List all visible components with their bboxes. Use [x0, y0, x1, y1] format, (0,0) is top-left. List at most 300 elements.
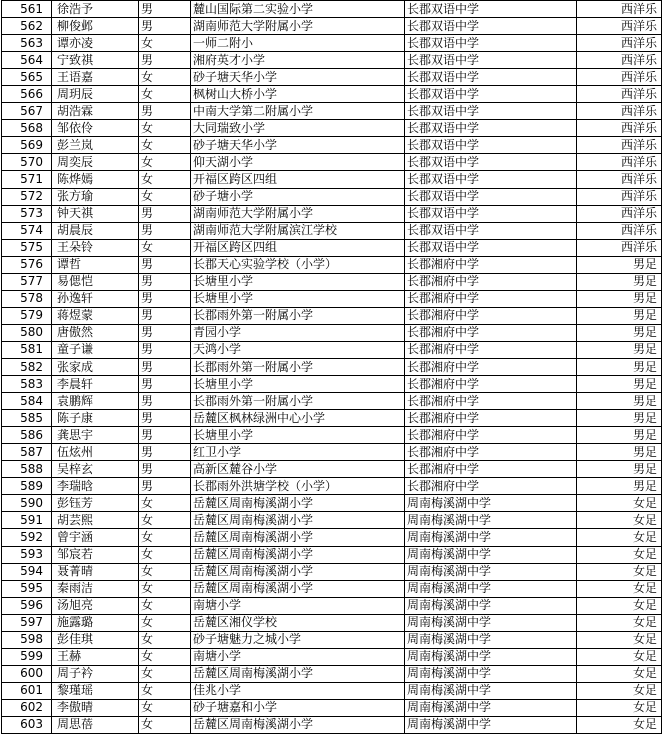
- row-number-cell: 568: [2, 120, 52, 137]
- middle-school-cell: 长郡湘府中学: [405, 461, 577, 478]
- specialty-cell: 男足: [577, 427, 662, 444]
- row-number-cell: 578: [2, 290, 52, 307]
- row-number-cell: 577: [2, 273, 52, 290]
- student-name-cell: 谭亦凌: [52, 35, 139, 52]
- table-row: [2, 273, 662, 290]
- student-name-cell: 徐浩予: [52, 1, 139, 18]
- row-number-cell: 595: [2, 580, 52, 597]
- gender-cell: 男: [139, 461, 191, 478]
- primary-school-cell: 高新区麓谷小学: [191, 461, 405, 478]
- middle-school-cell: 长郡双语中学: [405, 86, 577, 103]
- student-name-cell: 邹依伶: [52, 120, 139, 137]
- row-number-cell: 581: [2, 341, 52, 358]
- student-name-cell: 秦雨洁: [52, 580, 139, 597]
- table-row: [2, 478, 662, 495]
- primary-school-cell: 湖南师范大学附属滨江学校: [191, 222, 405, 239]
- student-name-cell: 陈烨嫣: [52, 171, 139, 188]
- gender-cell: 男: [139, 222, 191, 239]
- primary-school-cell: 开福区跨区四组: [191, 239, 405, 256]
- primary-school-cell: 长郡雨外第一附属小学: [191, 358, 405, 375]
- middle-school-cell: 周南梅溪湖中学: [405, 597, 577, 614]
- student-name-cell: 王赫: [52, 648, 139, 665]
- middle-school-cell: 长郡湘府中学: [405, 256, 577, 273]
- row-number-cell: 589: [2, 478, 52, 495]
- table-row: [2, 546, 662, 563]
- table-row: [2, 665, 662, 682]
- primary-school-cell: 砂子塘天华小学: [191, 137, 405, 154]
- gender-cell: 男: [139, 18, 191, 35]
- specialty-cell: 西洋乐: [577, 69, 662, 86]
- student-name-cell: 王朵铃: [52, 239, 139, 256]
- student-name-cell: 施露璐: [52, 614, 139, 631]
- gender-cell: 女: [139, 495, 191, 512]
- primary-school-cell: 岳麓区周南梅溪湖小学: [191, 529, 405, 546]
- gender-cell: 女: [139, 239, 191, 256]
- middle-school-cell: 周南梅溪湖中学: [405, 716, 577, 733]
- student-name-cell: 张方瑜: [52, 188, 139, 205]
- table-row: [2, 716, 662, 733]
- specialty-cell: 男足: [577, 256, 662, 273]
- table-row: [2, 648, 662, 665]
- primary-school-cell: 砂子塘魅力之城小学: [191, 631, 405, 648]
- row-number-cell: 575: [2, 239, 52, 256]
- gender-cell: 男: [139, 307, 191, 324]
- gender-cell: 男: [139, 324, 191, 341]
- row-number-cell: 574: [2, 222, 52, 239]
- gender-cell: 女: [139, 529, 191, 546]
- middle-school-cell: 长郡双语中学: [405, 1, 577, 18]
- specialty-cell: 女足: [577, 699, 662, 716]
- middle-school-cell: 周南梅溪湖中学: [405, 512, 577, 529]
- row-number-cell: 580: [2, 324, 52, 341]
- student-list-body: [2, 1, 662, 734]
- row-number-cell: 579: [2, 307, 52, 324]
- primary-school-cell: 长塘里小学: [191, 376, 405, 393]
- specialty-cell: 西洋乐: [577, 205, 662, 222]
- row-number-cell: 582: [2, 358, 52, 375]
- middle-school-cell: 长郡双语中学: [405, 171, 577, 188]
- row-number-cell: 584: [2, 393, 52, 410]
- gender-cell: 女: [139, 137, 191, 154]
- table-row: [2, 1, 662, 18]
- row-number-cell: 602: [2, 699, 52, 716]
- specialty-cell: 男足: [577, 290, 662, 307]
- table-row: [2, 69, 662, 86]
- gender-cell: 女: [139, 154, 191, 171]
- table-row: [2, 614, 662, 631]
- primary-school-cell: 岳麓区周南梅溪湖小学: [191, 512, 405, 529]
- table-row: [2, 495, 662, 512]
- table-row: [2, 461, 662, 478]
- gender-cell: 男: [139, 341, 191, 358]
- specialty-cell: 男足: [577, 324, 662, 341]
- table-row: [2, 444, 662, 461]
- student-name-cell: 唐傲然: [52, 324, 139, 341]
- gender-cell: 男: [139, 393, 191, 410]
- row-number-cell: 563: [2, 35, 52, 52]
- student-name-cell: 李傲晴: [52, 699, 139, 716]
- specialty-cell: 男足: [577, 410, 662, 427]
- student-name-cell: 李瑞晗: [52, 478, 139, 495]
- specialty-cell: 西洋乐: [577, 18, 662, 35]
- table-row: [2, 239, 662, 256]
- row-number-cell: 596: [2, 597, 52, 614]
- table-row: [2, 18, 662, 35]
- row-number-cell: 600: [2, 665, 52, 682]
- row-number-cell: 565: [2, 69, 52, 86]
- middle-school-cell: 长郡双语中学: [405, 120, 577, 137]
- specialty-cell: 西洋乐: [577, 188, 662, 205]
- middle-school-cell: 长郡双语中学: [405, 137, 577, 154]
- row-number-cell: 564: [2, 52, 52, 69]
- student-name-cell: 胡芸熙: [52, 512, 139, 529]
- middle-school-cell: 长郡湘府中学: [405, 478, 577, 495]
- gender-cell: 女: [139, 648, 191, 665]
- table-row: [2, 120, 662, 137]
- student-name-cell: 李晨轩: [52, 376, 139, 393]
- specialty-cell: 女足: [577, 665, 662, 682]
- gender-cell: 女: [139, 171, 191, 188]
- specialty-cell: 女足: [577, 563, 662, 580]
- specialty-cell: 西洋乐: [577, 137, 662, 154]
- gender-cell: 女: [139, 665, 191, 682]
- primary-school-cell: 长塘里小学: [191, 427, 405, 444]
- specialty-cell: 女足: [577, 580, 662, 597]
- specialty-cell: 西洋乐: [577, 239, 662, 256]
- gender-cell: 女: [139, 120, 191, 137]
- table-row: [2, 86, 662, 103]
- row-number-cell: 570: [2, 154, 52, 171]
- primary-school-cell: 开福区跨区四组: [191, 171, 405, 188]
- student-name-cell: 周思蓓: [52, 716, 139, 733]
- student-list-table: [1, 0, 662, 734]
- table-row: [2, 699, 662, 716]
- specialty-cell: 男足: [577, 478, 662, 495]
- table-row: [2, 35, 662, 52]
- gender-cell: 女: [139, 614, 191, 631]
- gender-cell: 女: [139, 35, 191, 52]
- middle-school-cell: 长郡双语中学: [405, 35, 577, 52]
- student-name-cell: 伍炫州: [52, 444, 139, 461]
- row-number-cell: 569: [2, 137, 52, 154]
- table-row: [2, 171, 662, 188]
- table-row: [2, 188, 662, 205]
- specialty-cell: 女足: [577, 529, 662, 546]
- table-row: [2, 597, 662, 614]
- table-row: [2, 376, 662, 393]
- gender-cell: 男: [139, 427, 191, 444]
- primary-school-cell: 麓山国际第二实验小学: [191, 1, 405, 18]
- middle-school-cell: 周南梅溪湖中学: [405, 580, 577, 597]
- row-number-cell: 586: [2, 427, 52, 444]
- specialty-cell: 男足: [577, 341, 662, 358]
- specialty-cell: 女足: [577, 716, 662, 733]
- primary-school-cell: 岳麓区周南梅溪湖小学: [191, 716, 405, 733]
- row-number-cell: 571: [2, 171, 52, 188]
- student-name-cell: 胡浩霖: [52, 103, 139, 120]
- primary-school-cell: 湖南师范大学附属小学: [191, 18, 405, 35]
- middle-school-cell: 长郡湘府中学: [405, 427, 577, 444]
- gender-cell: 女: [139, 682, 191, 699]
- specialty-cell: 女足: [577, 682, 662, 699]
- row-number-cell: 587: [2, 444, 52, 461]
- row-number-cell: 592: [2, 529, 52, 546]
- middle-school-cell: 周南梅溪湖中学: [405, 546, 577, 563]
- middle-school-cell: 长郡双语中学: [405, 69, 577, 86]
- table-row: [2, 410, 662, 427]
- table-row: [2, 682, 662, 699]
- row-number-cell: 573: [2, 205, 52, 222]
- middle-school-cell: 长郡双语中学: [405, 18, 577, 35]
- primary-school-cell: 天鸿小学: [191, 341, 405, 358]
- specialty-cell: 女足: [577, 495, 662, 512]
- middle-school-cell: 周南梅溪湖中学: [405, 648, 577, 665]
- student-name-cell: 周玥辰: [52, 86, 139, 103]
- middle-school-cell: 长郡双语中学: [405, 154, 577, 171]
- primary-school-cell: 岳麓区周南梅溪湖小学: [191, 580, 405, 597]
- middle-school-cell: 长郡湘府中学: [405, 358, 577, 375]
- primary-school-cell: 南塘小学: [191, 648, 405, 665]
- middle-school-cell: 长郡双语中学: [405, 188, 577, 205]
- student-name-cell: 黎瑾瑶: [52, 682, 139, 699]
- primary-school-cell: 佳兆小学: [191, 682, 405, 699]
- student-name-cell: 龚思宇: [52, 427, 139, 444]
- row-number-cell: 572: [2, 188, 52, 205]
- specialty-cell: 女足: [577, 597, 662, 614]
- table-row: [2, 256, 662, 273]
- table-row: [2, 52, 662, 69]
- middle-school-cell: 长郡湘府中学: [405, 376, 577, 393]
- primary-school-cell: 青园小学: [191, 324, 405, 341]
- table-row: [2, 307, 662, 324]
- middle-school-cell: 周南梅溪湖中学: [405, 631, 577, 648]
- middle-school-cell: 长郡双语中学: [405, 103, 577, 120]
- gender-cell: 女: [139, 716, 191, 733]
- gender-cell: 男: [139, 205, 191, 222]
- row-number-cell: 576: [2, 256, 52, 273]
- student-name-cell: 易偲恺: [52, 273, 139, 290]
- specialty-cell: 女足: [577, 648, 662, 665]
- table-row: [2, 324, 662, 341]
- specialty-cell: 西洋乐: [577, 222, 662, 239]
- gender-cell: 女: [139, 86, 191, 103]
- student-name-cell: 陈子康: [52, 410, 139, 427]
- student-name-cell: 彭兰岚: [52, 137, 139, 154]
- gender-cell: 男: [139, 444, 191, 461]
- middle-school-cell: 长郡双语中学: [405, 239, 577, 256]
- middle-school-cell: 长郡湘府中学: [405, 410, 577, 427]
- primary-school-cell: 岳麓区周南梅溪湖小学: [191, 563, 405, 580]
- primary-school-cell: 大同瑞致小学: [191, 120, 405, 137]
- student-name-cell: 钟天祺: [52, 205, 139, 222]
- specialty-cell: 女足: [577, 546, 662, 563]
- student-name-cell: 周奕辰: [52, 154, 139, 171]
- student-name-cell: 袁鹏辉: [52, 393, 139, 410]
- student-name-cell: 吴梓玄: [52, 461, 139, 478]
- student-name-cell: 张家成: [52, 358, 139, 375]
- gender-cell: 男: [139, 273, 191, 290]
- row-number-cell: 594: [2, 563, 52, 580]
- primary-school-cell: 红卫小学: [191, 444, 405, 461]
- table-row: [2, 563, 662, 580]
- primary-school-cell: 岳麓区周南梅溪湖小学: [191, 665, 405, 682]
- row-number-cell: 597: [2, 614, 52, 631]
- gender-cell: 女: [139, 597, 191, 614]
- gender-cell: 女: [139, 188, 191, 205]
- row-number-cell: 585: [2, 410, 52, 427]
- primary-school-cell: 长郡天心实验学校（小学）: [191, 256, 405, 273]
- table-row: [2, 580, 662, 597]
- middle-school-cell: 长郡湘府中学: [405, 393, 577, 410]
- table-row: [2, 205, 662, 222]
- student-name-cell: 曾宇涵: [52, 529, 139, 546]
- gender-cell: 男: [139, 52, 191, 69]
- middle-school-cell: 长郡湘府中学: [405, 444, 577, 461]
- middle-school-cell: 长郡湘府中学: [405, 273, 577, 290]
- specialty-cell: 西洋乐: [577, 35, 662, 52]
- primary-school-cell: 长塘里小学: [191, 273, 405, 290]
- specialty-cell: 男足: [577, 393, 662, 410]
- table-row: [2, 631, 662, 648]
- student-name-cell: 彭钰芳: [52, 495, 139, 512]
- student-name-cell: 谭哲: [52, 256, 139, 273]
- primary-school-cell: 岳麓区枫林绿洲中心小学: [191, 410, 405, 427]
- table-row: [2, 393, 662, 410]
- gender-cell: 男: [139, 290, 191, 307]
- gender-cell: 女: [139, 563, 191, 580]
- row-number-cell: 561: [2, 1, 52, 18]
- primary-school-cell: 砂子塘小学: [191, 188, 405, 205]
- primary-school-cell: 岳麓区周南梅溪湖小学: [191, 495, 405, 512]
- row-number-cell: 603: [2, 716, 52, 733]
- gender-cell: 男: [139, 358, 191, 375]
- specialty-cell: 女足: [577, 512, 662, 529]
- gender-cell: 女: [139, 546, 191, 563]
- gender-cell: 男: [139, 478, 191, 495]
- row-number-cell: 598: [2, 631, 52, 648]
- row-number-cell: 566: [2, 86, 52, 103]
- student-name-cell: 周子衿: [52, 665, 139, 682]
- specialty-cell: 女足: [577, 614, 662, 631]
- table-row: [2, 529, 662, 546]
- specialty-cell: 西洋乐: [577, 103, 662, 120]
- student-name-cell: 彭佳琪: [52, 631, 139, 648]
- middle-school-cell: 长郡湘府中学: [405, 290, 577, 307]
- specialty-cell: 女足: [577, 631, 662, 648]
- specialty-cell: 男足: [577, 273, 662, 290]
- gender-cell: 男: [139, 410, 191, 427]
- primary-school-cell: 砂子塘天华小学: [191, 69, 405, 86]
- table-row: [2, 154, 662, 171]
- middle-school-cell: 周南梅溪湖中学: [405, 614, 577, 631]
- middle-school-cell: 长郡双语中学: [405, 52, 577, 69]
- table-row: [2, 512, 662, 529]
- specialty-cell: 男足: [577, 376, 662, 393]
- row-number-cell: 562: [2, 18, 52, 35]
- gender-cell: 女: [139, 512, 191, 529]
- specialty-cell: 西洋乐: [577, 171, 662, 188]
- specialty-cell: 西洋乐: [577, 52, 662, 69]
- specialty-cell: 西洋乐: [577, 86, 662, 103]
- table-row: [2, 358, 662, 375]
- primary-school-cell: 仰天湖小学: [191, 154, 405, 171]
- primary-school-cell: 南塘小学: [191, 597, 405, 614]
- primary-school-cell: 长郡雨外洪塘学校（小学）: [191, 478, 405, 495]
- middle-school-cell: 长郡湘府中学: [405, 324, 577, 341]
- row-number-cell: 588: [2, 461, 52, 478]
- gender-cell: 女: [139, 69, 191, 86]
- primary-school-cell: 枫树山大桥小学: [191, 86, 405, 103]
- primary-school-cell: 砂子塘嘉和小学: [191, 699, 405, 716]
- middle-school-cell: 周南梅溪湖中学: [405, 529, 577, 546]
- gender-cell: 男: [139, 1, 191, 18]
- row-number-cell: 583: [2, 376, 52, 393]
- primary-school-cell: 中南大学第二附属小学: [191, 103, 405, 120]
- middle-school-cell: 周南梅溪湖中学: [405, 699, 577, 716]
- table-row: [2, 290, 662, 307]
- middle-school-cell: 周南梅溪湖中学: [405, 495, 577, 512]
- specialty-cell: 西洋乐: [577, 154, 662, 171]
- primary-school-cell: 长塘里小学: [191, 290, 405, 307]
- row-number-cell: 567: [2, 103, 52, 120]
- table-row: [2, 222, 662, 239]
- student-name-cell: 王语嘉: [52, 69, 139, 86]
- middle-school-cell: 周南梅溪湖中学: [405, 563, 577, 580]
- middle-school-cell: 周南梅溪湖中学: [405, 682, 577, 699]
- gender-cell: 女: [139, 580, 191, 597]
- primary-school-cell: 长郡雨外第一附属小学: [191, 307, 405, 324]
- row-number-cell: 601: [2, 682, 52, 699]
- table-row: [2, 137, 662, 154]
- primary-school-cell: 一师二附小: [191, 35, 405, 52]
- middle-school-cell: 周南梅溪湖中学: [405, 665, 577, 682]
- primary-school-cell: 长郡雨外第一附属小学: [191, 393, 405, 410]
- table-row: [2, 427, 662, 444]
- student-name-cell: 胡晨辰: [52, 222, 139, 239]
- specialty-cell: 男足: [577, 444, 662, 461]
- specialty-cell: 西洋乐: [577, 120, 662, 137]
- middle-school-cell: 长郡湘府中学: [405, 307, 577, 324]
- gender-cell: 女: [139, 631, 191, 648]
- row-number-cell: 599: [2, 648, 52, 665]
- student-name-cell: 童子谦: [52, 341, 139, 358]
- gender-cell: 女: [139, 699, 191, 716]
- primary-school-cell: 湘府英才小学: [191, 52, 405, 69]
- row-number-cell: 593: [2, 546, 52, 563]
- gender-cell: 男: [139, 103, 191, 120]
- student-name-cell: 柳俊邺: [52, 18, 139, 35]
- specialty-cell: 男足: [577, 307, 662, 324]
- primary-school-cell: 湖南师范大学附属小学: [191, 205, 405, 222]
- primary-school-cell: 岳麓区周南梅溪湖小学: [191, 546, 405, 563]
- row-number-cell: 591: [2, 512, 52, 529]
- student-name-cell: 蒋煜蒙: [52, 307, 139, 324]
- gender-cell: 男: [139, 376, 191, 393]
- specialty-cell: 西洋乐: [577, 1, 662, 18]
- table-row: [2, 103, 662, 120]
- middle-school-cell: 长郡双语中学: [405, 205, 577, 222]
- specialty-cell: 男足: [577, 358, 662, 375]
- student-name-cell: 孙逸轩: [52, 290, 139, 307]
- student-name-cell: 汤旭亮: [52, 597, 139, 614]
- row-number-cell: 590: [2, 495, 52, 512]
- gender-cell: 男: [139, 256, 191, 273]
- table-row: [2, 341, 662, 358]
- student-name-cell: 宁致祺: [52, 52, 139, 69]
- middle-school-cell: 长郡湘府中学: [405, 341, 577, 358]
- specialty-cell: 男足: [577, 461, 662, 478]
- student-name-cell: 邹宸若: [52, 546, 139, 563]
